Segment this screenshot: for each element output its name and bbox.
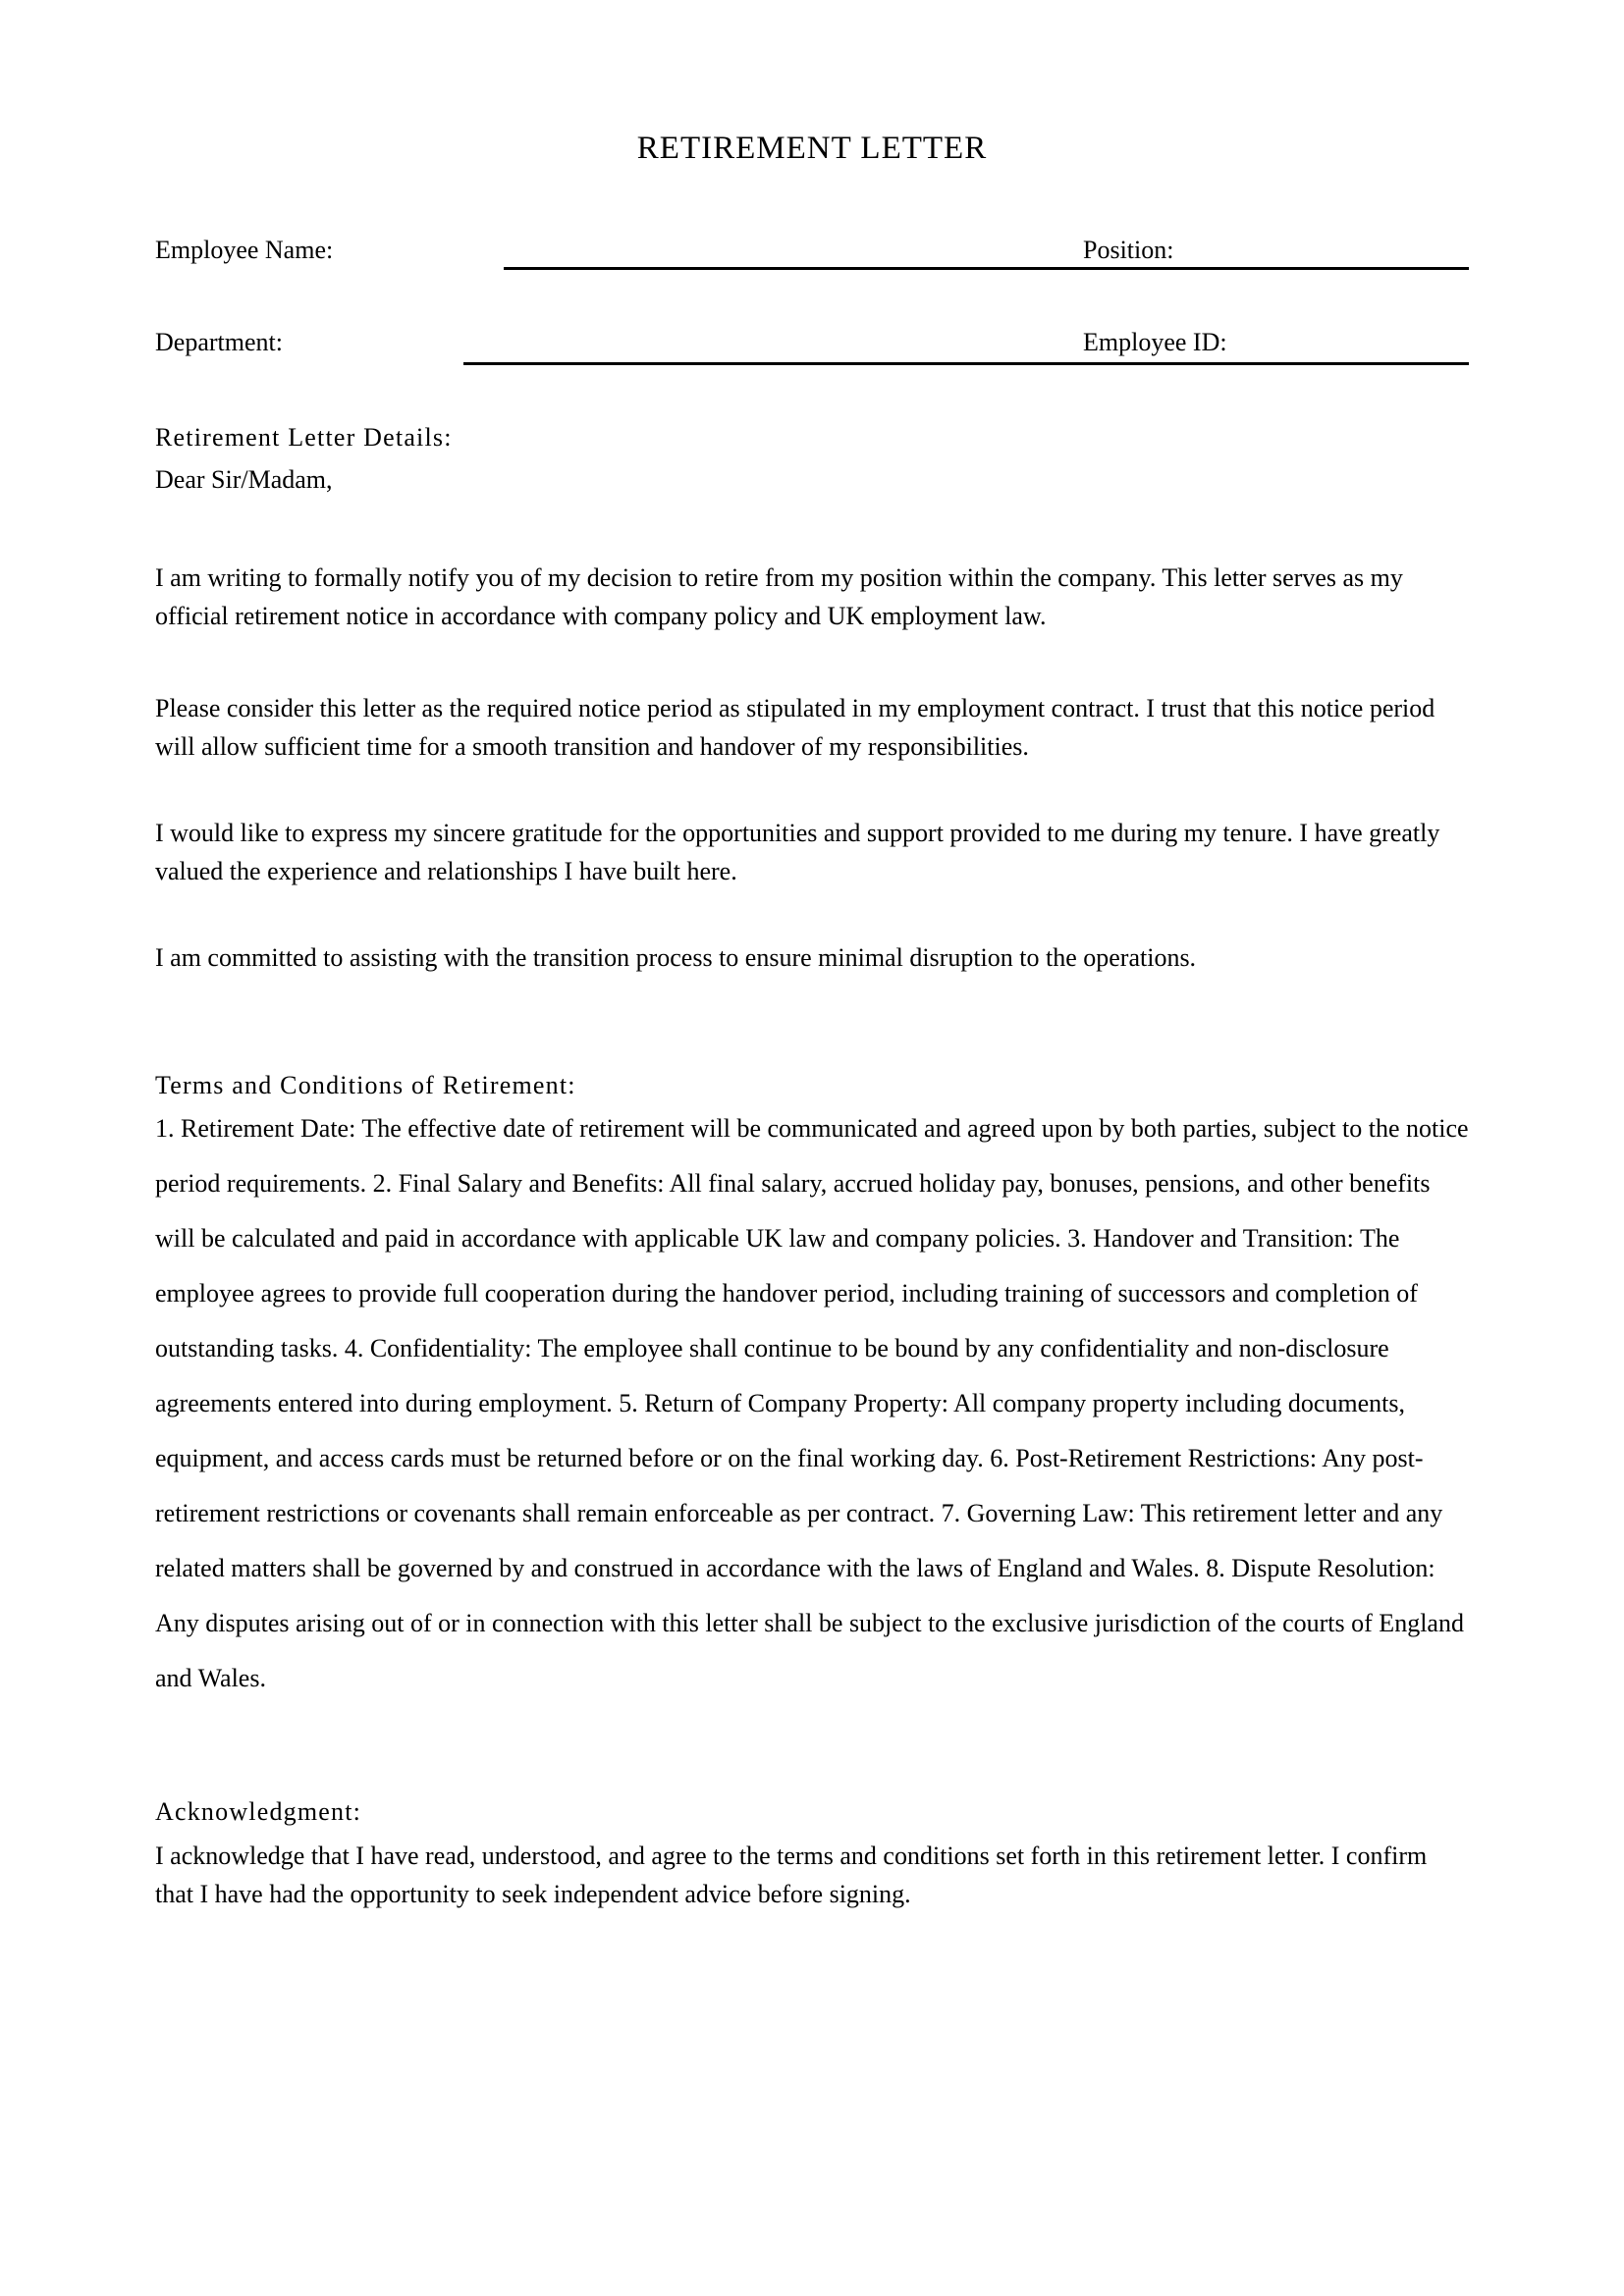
body-paragraph-4: I am committed to assisting with the transition process to ensure minimal disruption to the operations.: [155, 943, 1197, 972]
employee-name-label: Employee Name:: [155, 236, 334, 264]
salutation-text: Dear Sir/Madam,: [155, 465, 333, 494]
document-title: RETIREMENT LETTER: [636, 131, 988, 166]
body-paragraph-1: I am writing to formally notify you of my decision to retire from my position within the company. This letter serves as my official retirement notice in accordance with company policy and UK employment law.: [155, 563, 1403, 630]
body-paragraph-2: Please consider this letter as the required notice period as stipulated in my employment contract. I trust that this notice period will allow sufficient time for a smooth transition and handover of my responsibilities.: [155, 694, 1435, 761]
terms-body-text: 1. Retirement Date: The effective date of retirement will be communicated and agreed upon by both parties, subject to the notice period requirements. 2. Final Salary and Benefits: All final salary, accrued holiday pay, bonuses, pensions, and other benefits will be calculated and paid in accordance with applicable UK law and company policies. 3. Handover and Transition: The employee agrees to provide full cooperation during the handover period, including training of successors and completion of outstanding tasks. 4. Confidentiality: The employee shall continue to be bound by any confidentiality and non-disclosure agreements entered into during employment. 5. Return of Company Property: All company property including documents, equipment, and access cards must be returned before or on the final working day. 6. Post-Retirement Restrictions: Any post-retirement restrictions or covenants shall remain enforceable as per contract. 7. Governing Law: This retirement letter and any related matters shall be governed by and construed in accordance with the laws of England and Wales. 8. Dispute Resolution: Any disputes arising out of or in connection with this letter shall be subject to the exclusive jurisdiction of the courts of England and Wales.: [155, 1114, 1469, 1692]
body-paragraph-3: I would like to express my sincere gratitude for the opportunities and support provided to me during my tenure. I have greatly valued the experience and relationships I have built here.: [155, 819, 1440, 885]
department-label: Department:: [155, 328, 283, 356]
acknowledgment-body-text: I acknowledge that I have read, understood, and agree to the terms and conditions set forth in this retirement letter. I confirm that I have had the opportunity to seek independent advice before signing.: [155, 1842, 1428, 1908]
terms-section-heading: Terms and Conditions of Retirement:: [155, 1071, 576, 1099]
employee-id-label: Employee ID:: [1083, 328, 1227, 356]
department-employee-id-fill-line[interactable]: [463, 362, 1469, 365]
position-label: Position:: [1083, 236, 1174, 264]
acknowledgment-section-heading: Acknowledgment:: [155, 1797, 362, 1826]
details-section-heading: Retirement Letter Details:: [155, 423, 453, 452]
employee-name-position-fill-line[interactable]: [504, 267, 1469, 270]
